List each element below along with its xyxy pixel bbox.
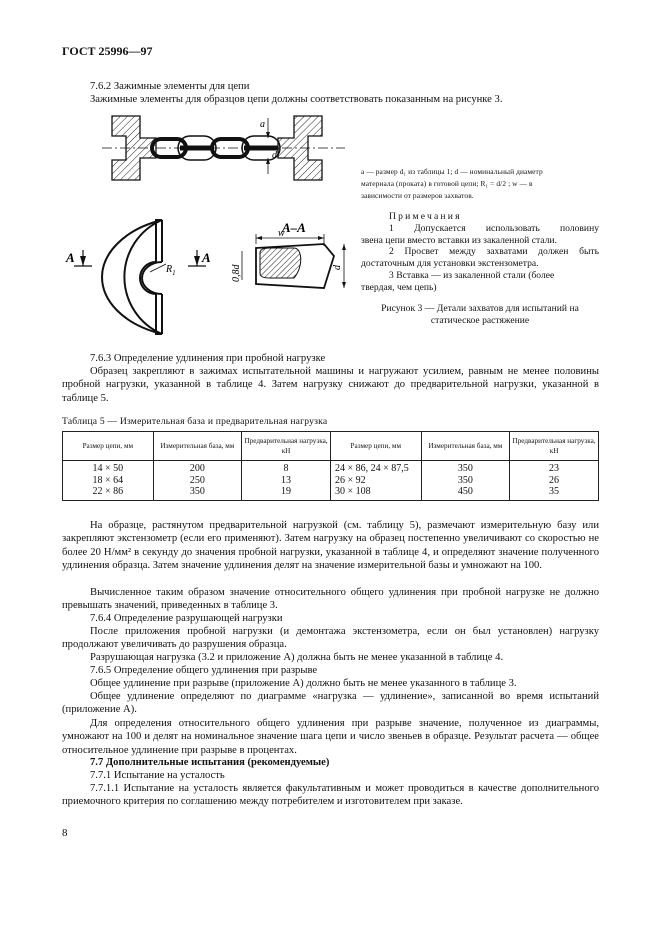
table-cell: 200 <box>153 461 241 475</box>
note-line: 2 Просвет между захватами должен быть <box>389 246 599 258</box>
label-w: w <box>278 228 285 239</box>
section-7-6-4-text: После приложения пробной нагрузки (и демонтажа экстензометра, если он был установлен) нагрузку продолжают увеличивать до разрушения образца. <box>62 626 599 651</box>
figure-legend <box>361 166 543 202</box>
document-header: ГОСТ 25996—97 <box>62 44 153 58</box>
label-A-left: A <box>66 250 75 265</box>
caption-line: статическое растяжение <box>430 314 530 326</box>
section-a-a-view <box>222 218 352 296</box>
table-cell: 26 <box>510 475 599 487</box>
table-cell: 18 × 64 <box>63 475 154 487</box>
section-7-6-3-title: 7.6.3 Определение удлинения при пробной нагрузке <box>90 353 326 364</box>
paragraph-elongation: На образце, растянутом предварительной нагрузкой (см. таблицу 5), размечают измерительную базу или закрепляют экстензометр (если его применяют). Затем нагрузку на образец постепенно увеличивают со скоростью не более 20 Н/мм² в секунду до значения пробной нагрузки, указанной в таблице 4, и определяют значение полученного удлинения образца. Затем значение удлинения делят на значение измерительной базы и умножают на 100. <box>62 520 599 572</box>
note-line: твердая, чем цепь) <box>361 281 437 293</box>
label-a: a <box>260 119 265 130</box>
table-cell: 24 × 86, 24 × 87,5 <box>330 461 421 475</box>
col-header: Измерительная база, мм <box>421 432 509 461</box>
table-row <box>63 461 599 475</box>
table-cell: 19 <box>242 486 331 500</box>
section-7-6-5-title: 7.6.5 Определение общего удлинения при разрыве <box>90 665 318 676</box>
table-cell: 13 <box>242 475 331 487</box>
caption-line: Рисунок 3 — Детали захватов для испытаний на <box>381 303 579 314</box>
label-A-right: A <box>202 250 211 265</box>
figure-caption <box>361 303 599 327</box>
label-d-section: d <box>332 265 343 270</box>
table-cell: 450 <box>421 486 509 500</box>
legend-line: материала (проката) в готовой цепи; R₁ = d/2 ; w — в <box>361 179 533 188</box>
col-header: Размер цепи, мм <box>63 432 154 461</box>
col-header: Предварительная нагрузка, кН <box>510 432 599 461</box>
table-cell: 30 × 108 <box>330 486 421 500</box>
table-header-row <box>63 432 599 461</box>
section-7-6-4-text2: Разрушающая нагрузка (3.2 и приложение А) должна быть не менее указанной в таблице 4. <box>90 652 504 663</box>
table-cell: 8 <box>242 461 331 475</box>
table-cell: 14 × 50 <box>63 461 154 475</box>
section-7-7-title: 7.7 Дополнительные испытания (рекомендуемые) <box>90 757 330 768</box>
table-row <box>63 475 599 487</box>
table-cell: 23 <box>510 461 599 475</box>
paragraph-calculated: Вычисленное таким образом значение относительного общего удлинения при пробной нагрузке не должно превышать значений, приведенных в таблице 3. <box>62 587 599 612</box>
label-08d: 0,8d <box>231 264 242 282</box>
table-5 <box>62 431 599 501</box>
insert-front-view <box>62 210 232 340</box>
label-d: d <box>272 150 277 161</box>
table-cell: 26 × 92 <box>330 475 421 487</box>
section-title: A–A <box>282 220 306 235</box>
note-line: 1 Допускается использовать половину <box>389 222 599 234</box>
table-row <box>63 486 599 500</box>
section-7-6-2-title: 7.6.2 Зажимные элементы для цепи <box>90 81 250 92</box>
note-line: 3 Вставка — из закаленной стали (более <box>389 269 555 281</box>
section-7-7-1-title: 7.7.1 Испытание на усталость <box>90 770 225 781</box>
table-5-title: Таблица 5 — Измерительная база и предварительная нагрузка <box>62 416 328 427</box>
section-7-6-5-text3: Для определения относительного общего удлинения при разрыве значение, полученное из диаграммы, умножают на 100 и делят на номинальное значение шага цепи и число звеньев в образце. Результат расчета — общее относительное удлинение при разрыве в процентах. <box>62 718 599 756</box>
table-cell: 35 <box>510 486 599 500</box>
col-header: Предварительная нагрузка, кН <box>242 432 331 461</box>
figure-notes <box>361 211 599 294</box>
col-header: Измерительная база, мм <box>153 432 241 461</box>
note-line: достаточным для установки экстензометра. <box>361 258 539 270</box>
table-cell: 350 <box>421 461 509 475</box>
section-7-6-3-text: Образец закрепляют в зажимах испытательной машины и нагружают усилием, равным не менее половины пробной нагрузки, указанной в таблице 4. Затем нагрузку снижают до предварительной нагрузки, указанной в таблице 5. <box>62 366 599 404</box>
table-cell: 350 <box>421 475 509 487</box>
section-7-6-2-text: Зажимные элементы для образцов цепи должны соответствовать показанным на рисунке 3. <box>90 94 503 105</box>
label-R1: $R_1$ <box>166 264 176 277</box>
table-cell: 22 × 86 <box>63 486 154 500</box>
section-7-7-1-1-text: 7.7.1.1 Испытание на усталость является факультативным и может проводиться в качестве дополнительного приемочного критерия по соглашению между потребителем и изготовителем при заказе. <box>62 783 599 808</box>
section-7-6-5-text1: Общее удлинение при разрыве (приложение А) должно быть не менее указанного в таблице 3. <box>90 678 517 689</box>
page-number: 8 <box>62 827 68 839</box>
table-cell: 250 <box>153 475 241 487</box>
section-7-6-5-text2: Общее удлинение определяют по диаграмме «нагрузка — удлинение», записанной во время испытаний (приложение А). <box>62 691 599 716</box>
table-cell: 350 <box>153 486 241 500</box>
section-7-6-4-title: 7.6.4 Определение разрушающей нагрузки <box>90 613 283 624</box>
note-line: звена цепи вместо вставки из закаленной стали. <box>361 234 557 246</box>
col-header: Размер цепи, мм <box>330 432 421 461</box>
notes-title: Примечания <box>389 211 462 222</box>
legend-line: зависимости от размеров захватов. <box>361 191 474 200</box>
legend-line: a — размер d₁ из таблицы 1; d — номинальный диаметр <box>361 167 543 176</box>
chain-clamp-drawing <box>100 108 350 188</box>
